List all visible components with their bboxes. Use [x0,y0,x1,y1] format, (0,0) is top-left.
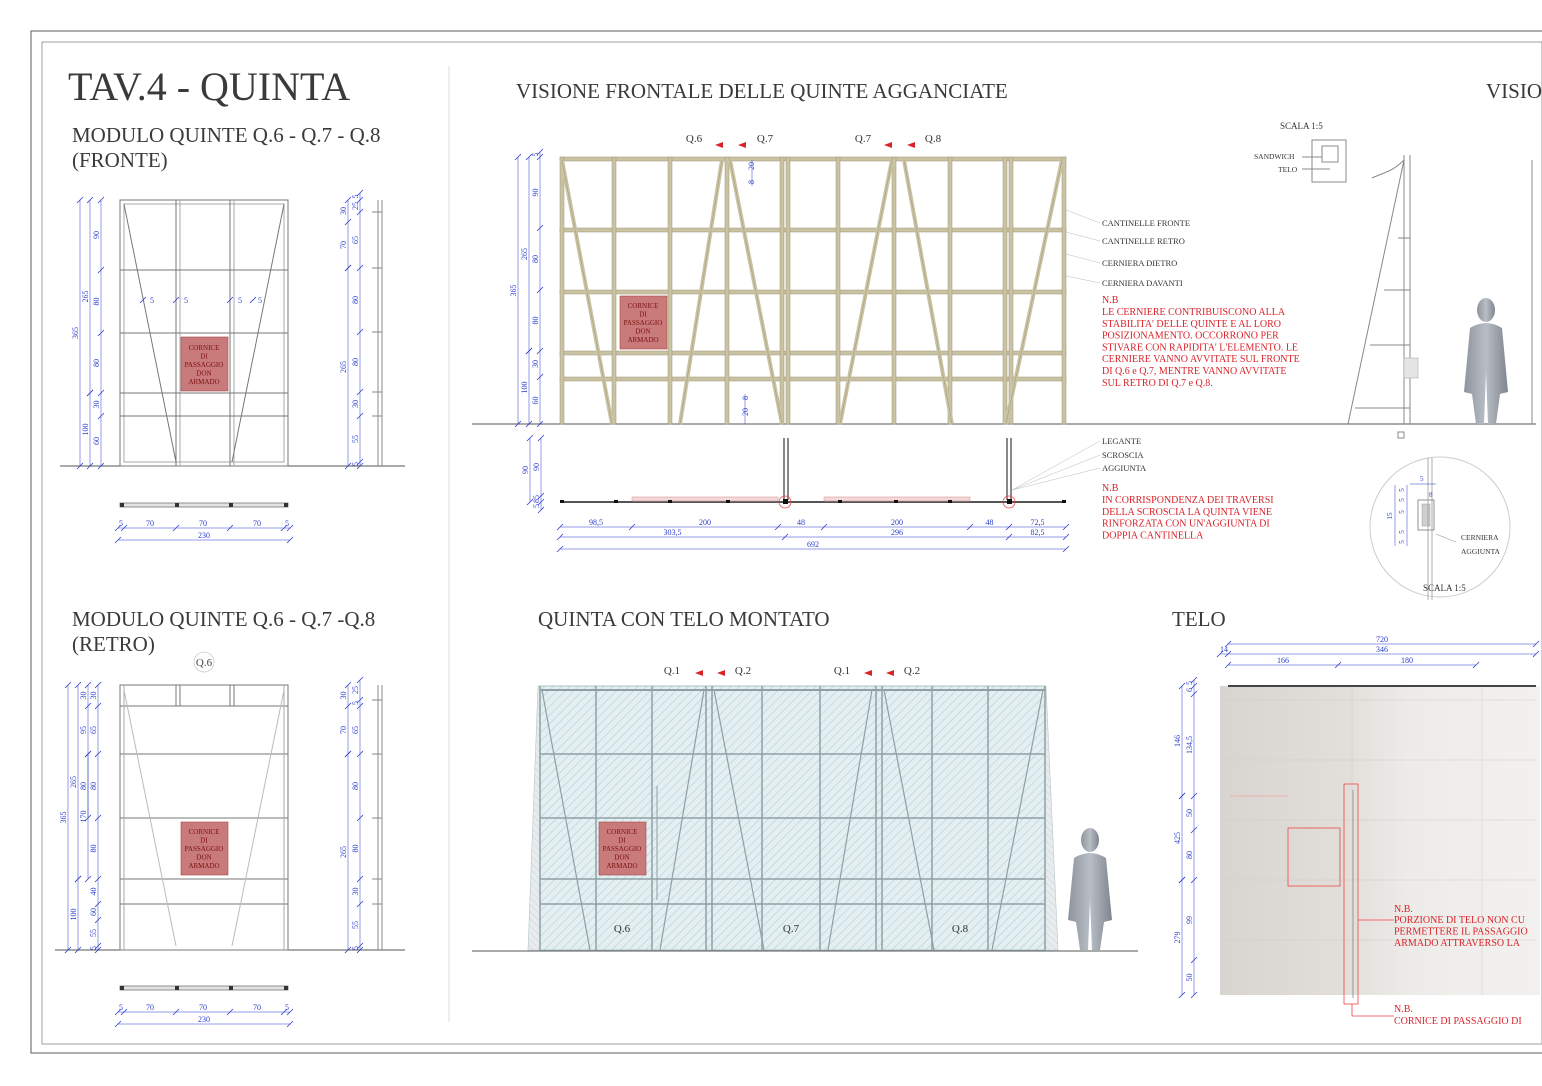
dimension-label: 95 [79,726,88,734]
frame-label-line: ARMADO [606,862,638,870]
dimension-label: 90 [92,231,101,239]
back-module-side-section [372,685,382,950]
front-module-title: MODULO QUINTE Q.6 - Q.7 - Q.8 [72,123,381,147]
dimension-label: 85 [532,495,541,503]
dimension-label: 80 [92,359,101,367]
frame-label-line: PASSAGGIO [184,845,224,853]
dimension-label: 70 [253,1003,261,1012]
dimension-label: 365 [71,327,80,339]
dimension-label: 50 [1185,809,1194,817]
note-line: DI Q.6 e Q.7, MENTRE VANNO AVVITATE [1102,366,1287,377]
joint-arrow [717,670,725,676]
detail-label: AGGIUNTA [1461,547,1500,556]
dimension-label: 5 [1398,530,1406,534]
note-line: IN CORRISPONDENZA DEI TRAVERSI [1102,495,1274,506]
frontal-plan [560,438,1066,508]
dimension-label: 80 [92,297,101,306]
dimension-label: 70 [199,1003,207,1012]
joint-arrow [695,670,703,676]
front-module-subtitle: (FRONTE) [72,148,168,172]
dimension-label: 5 [150,296,154,305]
frontal-view-title: VISIONE FRONTALE DELLE QUINTE AGGANCIATE [516,79,1008,103]
joint-label: Q.1 [833,665,851,677]
front-module-frame-label [185,344,224,386]
frontal-note [1102,295,1300,389]
frame-label-line: CORNICE [188,828,220,836]
dimension-label: 5 [285,519,289,528]
frontal-callouts [1066,210,1190,288]
frame-label-line: DON [635,327,651,336]
dimension-label: 265 [339,361,348,373]
callout-label: CERNIERA DIETRO [1102,258,1178,268]
back-module-subtitle: (RETRO) [72,632,155,656]
dimension-label: 5 [238,296,242,305]
dimension-label: 230 [198,531,210,540]
dimension-label: 425 [1173,832,1182,844]
dimension-label: 80 [79,782,88,790]
joint-label: Q.7 [854,133,872,145]
note-line: STABILITA' DELLE QUINTE E AL LORO [1102,318,1281,330]
joint-label: Q.1 [663,665,681,677]
dimension-label: 5 [531,152,540,157]
joint-arrow [864,670,872,676]
dimension-label: 60 [531,396,540,405]
side-human-figure [1464,298,1508,424]
dimension-label: 265 [520,248,529,260]
dimension-label: 146 [1173,735,1182,747]
back-module-plan [120,986,288,990]
dimension-label: 30 [339,691,348,700]
dimension-label: 692 [807,540,819,549]
dimension-label: 80 [531,255,540,263]
dimension-label: 60 [92,437,101,445]
dimension-label: 100 [69,908,78,921]
dimension-label: 65 [351,236,360,244]
dimension-label: 265 [69,776,78,788]
dimension-label: 60 [89,908,98,916]
frame-label-line: DON [196,369,212,378]
note-line: POSIZIONAMENTO. OCCORRONO PER [1102,330,1279,342]
dimension-label: 5 [89,946,98,950]
dimension-label: 15 [1386,512,1394,520]
back-module-tag: Q.6 [195,657,213,669]
front-module-side-section [372,200,382,466]
dimension-label: 82,5 [1030,528,1045,537]
dimension-label: 100 [520,381,529,394]
dimension-label: 70 [339,726,348,734]
dimension-label: 346 [1376,645,1388,654]
callout-label: CANTINELLE FRONTE [1102,218,1191,228]
dimension-label: 90 [521,466,530,474]
frame-label-line: PASSAGGIO [184,361,224,369]
dimension-label: 5 [351,194,360,199]
dimension-label: 20 [747,162,756,170]
dimension-label: 8 [1429,491,1433,499]
dimension-label: 30 [351,887,360,896]
dimension-label: 70 [146,1003,154,1012]
dimension-label: 80 [351,844,360,853]
dimension-label: 48 [797,518,805,527]
dimension-label: 5 [351,462,360,466]
joint-arrow [715,142,723,148]
dimension-label: 5 [1398,498,1406,502]
joint-label: Q.8 [924,133,942,145]
side-hinge-box [1404,358,1418,378]
dimension-label: 65 [89,726,98,734]
joint-arrow [884,142,892,148]
dimension-label: 5 [1420,475,1424,483]
frame-label-line: DI [618,836,626,845]
dimension-label: 65 [351,726,360,734]
frame-label-line: ARMADO [188,378,220,386]
dimension-label: 30 [351,400,360,408]
telo-title: TELO [1172,607,1226,631]
dimension-label: 25 [351,686,360,694]
joint-label: Q.2 [903,665,921,677]
frame-label-line: DI [200,836,208,845]
dimension-label: 5 [1185,681,1194,685]
joint-arrow [886,670,894,676]
dimension-label: 8 [747,180,756,184]
dimension-label: 100 [81,423,90,436]
dimension-label: 134,5 [1185,736,1194,754]
dimension-label: 25 [351,202,360,210]
note-line: CORNICE DI PASSAGGIO DI [1394,1016,1522,1027]
dimension-label: 5 [119,1003,123,1012]
frame-label-line: PASSAGGIO [623,319,663,327]
dimension-label: 90 [531,188,540,197]
frontal-joined-panels [560,157,1066,424]
callout-label: SCROSCIA [1102,450,1144,460]
dimension-label: 265 [339,846,348,858]
note-line: STIVARE CON RAPIDITA' L'ELEMENTO. LE [1102,342,1299,354]
dimension-label: 5 [184,296,188,305]
dimension-label: 80 [531,316,540,325]
dimension-label: 80 [351,358,360,366]
panel-label: Q.8 [951,923,969,935]
callout-label: LEGANTE [1102,436,1142,446]
note-line: PERMETTERE IL PASSAGGIO [1394,926,1528,938]
dimension-label: 5 [532,504,541,508]
note-line: DELLA SCROSCIA LA QUINTA VIENE [1102,506,1273,518]
dimension-label: 279 [1173,931,1182,944]
dimension-label: 70 [199,519,207,528]
detail-label: SANDWICH [1254,152,1295,161]
dimension-label: 50 [1185,973,1194,982]
joint-label: Q.6 [685,133,703,145]
dimension-label: 20 [741,408,750,416]
back-module-title: MODULO QUINTE Q.6 - Q.7 -Q.8 [72,607,376,631]
dimension-label: 303,5 [663,528,682,537]
note-line: LE CERNIERE CONTRIBUISCONO ALLA [1102,307,1286,318]
dimension-label: 170 [79,810,88,823]
back-module-elevation [55,685,405,950]
dimension-label: 5 [1398,540,1406,544]
note-title: N.B [1102,483,1119,494]
dimension-label: 48 [985,518,994,527]
dimension-label: 70 [253,519,261,528]
mounted-frame-label [603,828,642,870]
dimension-label: 30 [92,400,101,409]
callout-label: AGGIUNTA [1102,463,1147,473]
frontal-plan-callouts [1012,436,1147,490]
frame-label-line: PASSAGGIO [602,845,642,853]
back-module-frame-label [185,828,224,870]
dimension-label: 30 [79,691,88,700]
dimension-label: 30 [339,207,348,215]
dimension-label: 55 [351,921,360,929]
note-title: N.B [1102,295,1119,306]
side-view-title: VISIO [1486,79,1542,103]
dimension-label: 5 [351,701,360,705]
dimension-label: 70 [339,241,348,249]
frame-label-line: DON [614,853,630,862]
frame-label-line: DI [639,310,647,319]
side-sandwich-detail [1302,140,1346,182]
dimension-label: 99 [1185,916,1194,924]
note-line: SUL RETRO DI Q.7 e Q.8. [1102,377,1213,389]
frontal-frame-label [624,302,663,344]
panel-label: Q.6 [613,923,631,935]
dimension-label: 5 [351,946,360,950]
frame-label-line: ARMADO [627,336,659,344]
dimension-label: 30 [89,691,98,700]
dimension-label: 55 [351,435,360,443]
note-line: DOPPIA CANTINELLA [1102,530,1204,542]
frame-label-line: DON [196,853,212,862]
dimension-label: 365 [509,284,518,297]
panel-label: Q.7 [782,923,800,935]
note-line: CERNIERE VANNO AVVITATE SUL FRONTE [1102,354,1300,366]
detail-label: CERNIERA [1461,533,1499,542]
note-line: ARMADO ATTRAVERSO LA [1394,938,1520,949]
note-title: N.B. [1394,1004,1413,1015]
scale-label: SCALA 1:5 [1423,583,1466,593]
scale-label: SCALA 1:5 [1280,121,1323,131]
joint-arrow [738,142,746,148]
dimension-label: 90 [532,463,541,471]
mounted-title: QUINTA CON TELO MONTATO [538,607,830,631]
dimension-label: 230 [198,1015,210,1024]
side-view [1348,155,1532,438]
frame-label-line: CORNICE [606,828,638,836]
dimension-label: 296 [891,528,903,537]
joint-label: Q.7 [756,133,774,145]
dimension-label: 72,5 [1030,518,1045,527]
dimension-label: 80 [89,844,98,853]
callout-label: CANTINELLE RETRO [1102,236,1185,246]
note-line: PORZIONE DI TELO NON CU [1394,915,1525,926]
callout-label: CERNIERA DAVANTI [1102,278,1183,288]
board-title: TAV.4 - QUINTA [68,64,351,109]
note-line: RINFORZATA CON UN'AGGIUNTA DI [1102,518,1270,530]
frame-label-line: CORNICE [627,302,659,310]
frontal-joint-labels [686,133,942,148]
joint-label: Q.2 [734,665,752,677]
mounted-joint-labels [664,665,920,677]
dimension-label: 200 [891,518,903,527]
note-title: N.B. [1394,904,1413,915]
dimension-label: 166 [1277,656,1289,665]
dimension-label: 5 [1398,488,1406,492]
dimension-label: 5 [285,1003,289,1012]
detail-label: TELO [1278,165,1298,174]
dimension-label: 80 [89,782,98,790]
dimension-label: 5 [258,296,262,305]
dimension-label: 5 [1398,510,1406,514]
front-module-plan [120,503,288,507]
dimension-label: 5 [119,519,123,528]
frontal-plan-note [1102,483,1274,541]
dimension-label: 8 [741,396,750,400]
dimension-label: 6 [1185,688,1194,692]
dimension-label: 80 [351,296,360,304]
frontal-plan-dimensions [521,435,1069,552]
mounted-human-figure [1068,828,1112,950]
frame-label-line: ARMADO [188,862,220,870]
dimension-label: 180 [1401,656,1413,665]
dimension-label: 200 [699,518,711,527]
dimension-label: 365 [59,811,68,824]
dimension-label: 55 [89,929,98,937]
dimension-label: 80 [351,782,360,790]
dimension-label: 98,5 [589,518,603,527]
dimension-label: 70 [146,519,154,528]
dimension-label: 80 [1185,851,1194,859]
joint-arrow [907,142,915,148]
dimension-label: 720 [1376,635,1388,644]
frame-label-line: DI [200,352,208,361]
dimension-label: 265 [81,290,90,303]
dimension-label: 30 [531,360,540,368]
frame-label-line: CORNICE [188,344,220,352]
dimension-label: 14 [1220,645,1228,654]
dimension-label: 40 [89,887,98,896]
detail-circle [1370,457,1510,600]
